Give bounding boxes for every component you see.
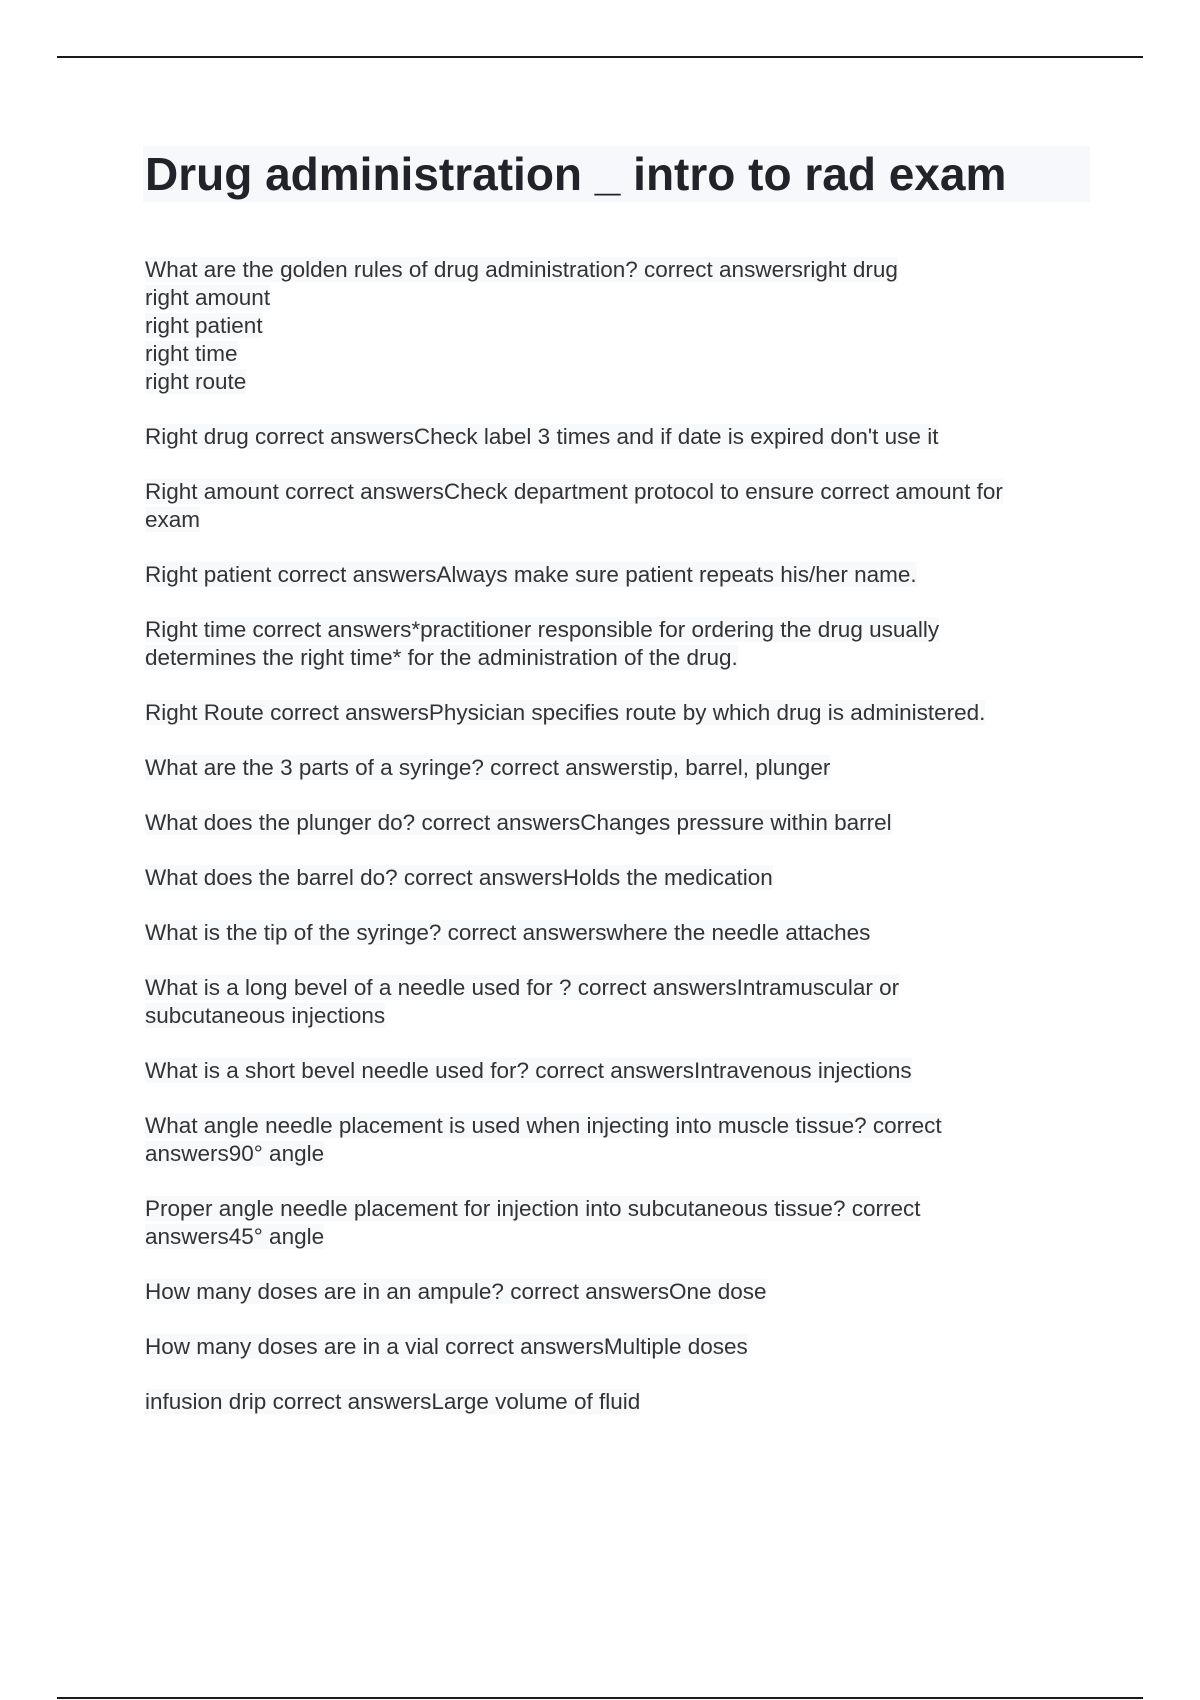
qa-item — [145, 754, 1090, 782]
top-rule — [57, 56, 1143, 58]
qa-continuation-line — [145, 312, 1090, 340]
qa-line — [145, 1278, 1090, 1306]
qa-line — [145, 974, 1090, 1002]
qa-text: Proper angle needle placement for injection into subcutaneous tissue? correct — [145, 1196, 921, 1221]
qa-text: What is the tip of the syringe? correct answerswhere the needle attaches — [145, 920, 871, 945]
qa-line — [145, 423, 1090, 451]
qa-continuation-text: answers45° angle — [145, 1224, 325, 1249]
qa-text: Right Route correct answersPhysician specifies route by which drug is administered. — [145, 700, 986, 725]
qa-continuation-text: right time — [145, 341, 238, 366]
qa-text: Right time correct answers*practitioner responsible for ordering the drug usually — [145, 617, 940, 642]
qa-item — [145, 974, 1090, 1030]
qa-continuation-text: answers90° angle — [145, 1141, 325, 1166]
qa-continuation-text: exam — [145, 507, 201, 532]
qa-continuation-line — [145, 368, 1090, 396]
qa-continuation-text: right amount — [145, 285, 271, 310]
qa-text: What does the barrel do? correct answersHolds the medication — [145, 865, 773, 890]
qa-line — [145, 809, 1090, 837]
qa-item — [145, 1388, 1090, 1416]
qa-item — [145, 919, 1090, 947]
qa-item — [145, 809, 1090, 837]
qa-continuation-text: right patient — [145, 313, 263, 338]
qa-continuation-line — [145, 1223, 1090, 1251]
qa-text: What does the plunger do? correct answersChanges pressure within barrel — [145, 810, 892, 835]
qa-item — [145, 864, 1090, 892]
qa-text: What is a short bevel needle used for? correct answersIntravenous injections — [145, 1058, 912, 1083]
qa-line — [145, 561, 1090, 589]
qa-continuation-line — [145, 506, 1090, 534]
qa-line — [145, 1112, 1090, 1140]
qa-list — [145, 256, 1090, 1443]
qa-text: Right drug correct answersCheck label 3 times and if date is expired don't use it — [145, 424, 939, 449]
qa-text: What are the 3 parts of a syringe? correct answerstip, barrel, plunger — [145, 755, 831, 780]
qa-line — [145, 1057, 1090, 1085]
qa-continuation-line — [145, 284, 1090, 312]
qa-item — [145, 699, 1090, 727]
qa-text: infusion drip correct answersLarge volume of fluid — [145, 1389, 641, 1414]
qa-item — [145, 1195, 1090, 1251]
qa-line — [145, 919, 1090, 947]
qa-continuation-line — [145, 644, 1090, 672]
qa-item — [145, 616, 1090, 672]
qa-item — [145, 1112, 1090, 1168]
qa-item — [145, 1333, 1090, 1361]
qa-continuation-line — [145, 1140, 1090, 1168]
qa-text: How many doses are in an ampule? correct answersOne dose — [145, 1279, 767, 1304]
qa-line — [145, 864, 1090, 892]
qa-text: Right amount correct answersCheck department protocol to ensure correct amount for — [145, 479, 1003, 504]
qa-text: How many doses are in a vial correct answersMultiple doses — [145, 1334, 748, 1359]
qa-text: Right patient correct answersAlways make sure patient repeats his/her name. — [145, 562, 917, 587]
bottom-rule — [57, 1697, 1143, 1699]
qa-text: What angle needle placement is used when injecting into muscle tissue? correct — [145, 1113, 942, 1138]
qa-continuation-line — [145, 1002, 1090, 1030]
qa-line — [145, 478, 1090, 506]
qa-text: What are the golden rules of drug administration? correct answersright drug — [145, 257, 898, 282]
document-title: Drug administration _ intro to rad exam — [145, 148, 1007, 200]
qa-line — [145, 1388, 1090, 1416]
qa-item — [145, 561, 1090, 589]
qa-continuation-text: subcutaneous injections — [145, 1003, 386, 1028]
qa-item — [145, 1057, 1090, 1085]
qa-item — [145, 423, 1090, 451]
qa-line — [145, 699, 1090, 727]
qa-line — [145, 754, 1090, 782]
qa-item — [145, 256, 1090, 396]
qa-text: What is a long bevel of a needle used for ? correct answersIntramuscular or — [145, 975, 900, 1000]
title-block — [143, 146, 1090, 202]
qa-line — [145, 616, 1090, 644]
qa-line — [145, 1195, 1090, 1223]
qa-item — [145, 478, 1090, 534]
qa-continuation-text: determines the right time* for the administration of the drug. — [145, 645, 738, 670]
qa-continuation-text: right route — [145, 369, 247, 394]
qa-line — [145, 256, 1090, 284]
qa-line — [145, 1333, 1090, 1361]
qa-continuation-line — [145, 340, 1090, 368]
qa-item — [145, 1278, 1090, 1306]
